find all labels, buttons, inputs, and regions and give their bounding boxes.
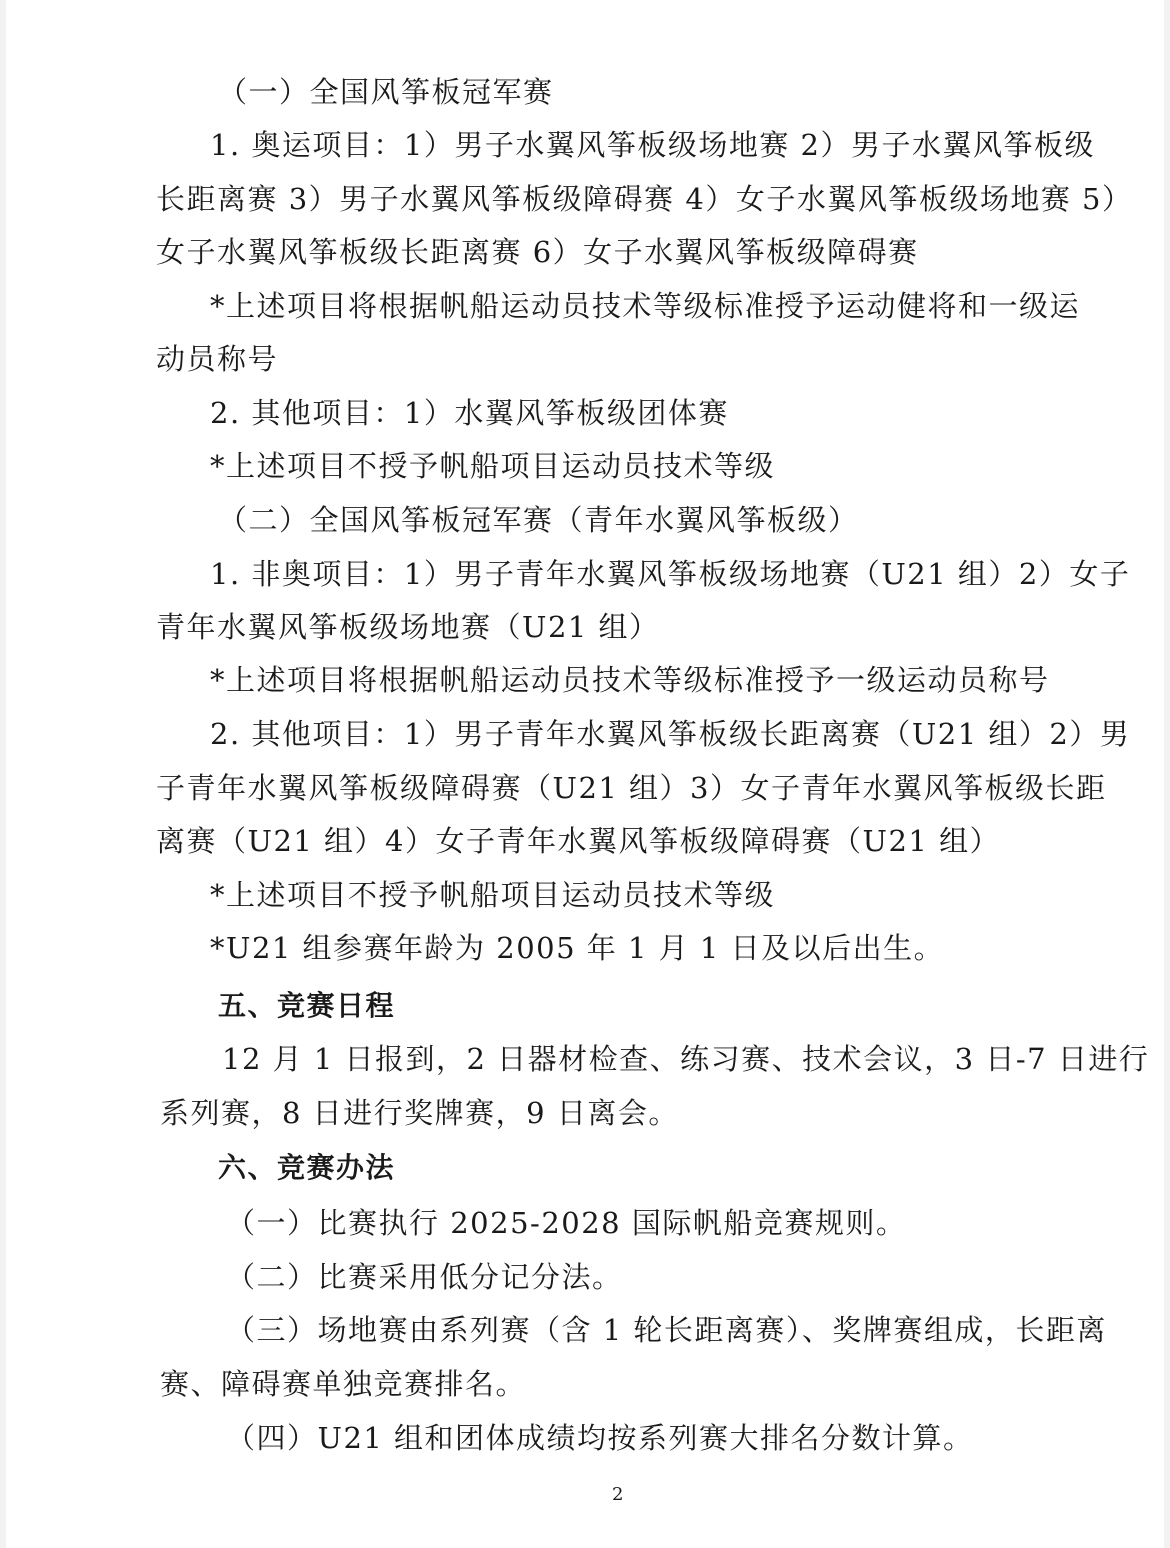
paragraph-line: 赛、障碍赛单独竞赛排名。 (160, 1367, 527, 1401)
scan-edge-right (1164, 0, 1170, 1548)
paragraph-line: 离赛（U21 组）4）女子青年水翼风筝板级障碍赛（U21 组） (156, 824, 1001, 858)
paragraph-line: （二）比赛采用低分记分法。 (226, 1260, 623, 1294)
paragraph-line: （三）场地赛由系列赛（含 1 轮长距离赛）、奖牌赛组成，长距离 (226, 1313, 1107, 1347)
subheading-national-championship: （一）全国风筝板冠军赛 (218, 75, 554, 109)
paragraph-line: 1. 奥运项目：1）男子水翼风筝板级场地赛 2）男子水翼风筝板级 (210, 128, 1096, 162)
paragraph-line: 系列赛，8 日进行奖牌赛，9 日离会。 (160, 1096, 679, 1130)
paragraph-line: 1. 非奥项目：1）男子青年水翼风筝板级场地赛（U21 组）2）女子 (210, 557, 1131, 591)
section-heading-method: 六、竞赛办法 (218, 1151, 396, 1184)
note-line: *U21 组参赛年龄为 2005 年 1 月 1 日及以后出生。 (210, 931, 945, 965)
note-line: *上述项目不授予帆船项目运动员技术等级 (210, 878, 776, 912)
paragraph-line: 2. 其他项目：1）水翼风筝板级团体赛 (210, 396, 729, 430)
paragraph-line: 2. 其他项目：1）男子青年水翼风筝板级长距离赛（U21 组）2）男 (210, 717, 1131, 751)
paragraph-line: （一）比赛执行 2025-2028 国际帆船竞赛规则。 (226, 1206, 907, 1240)
section-heading-schedule: 五、竞赛日程 (218, 989, 396, 1022)
paragraph-line: 动员称号 (156, 342, 279, 376)
paragraph-line: （四）U21 组和团体成绩均按系列赛大排名分数计算。 (226, 1421, 974, 1455)
note-line: *上述项目将根据帆船运动员技术等级标准授予一级运动员称号 (210, 663, 1050, 697)
paragraph-line: 12 月 1 日报到，2 日器材检查、练习赛、技术会议，3 日-7 日进行 (222, 1042, 1150, 1076)
paragraph-line: 女子水翼风筝板级长距离赛 6）女子水翼风筝板级障碍赛 (156, 235, 919, 269)
scan-edge-left (0, 0, 6, 1548)
page-number: 2 (612, 1484, 624, 1505)
note-line: *上述项目不授予帆船项目运动员技术等级 (210, 449, 776, 483)
subheading-youth-championship: （二）全国风筝板冠军赛（青年水翼风筝板级） (218, 503, 859, 537)
paragraph-line: 子青年水翼风筝板级障碍赛（U21 组）3）女子青年水翼风筝板级长距 (156, 771, 1107, 805)
note-line: *上述项目将根据帆船运动员技术等级标准授予运动健将和一级运 (210, 289, 1081, 323)
paragraph-line: 长距离赛 3）男子水翼风筝板级障碍赛 4）女子水翼风筝板级场地赛 5） (156, 182, 1133, 216)
paragraph-line: 青年水翼风筝板级场地赛（U21 组） (156, 610, 660, 644)
